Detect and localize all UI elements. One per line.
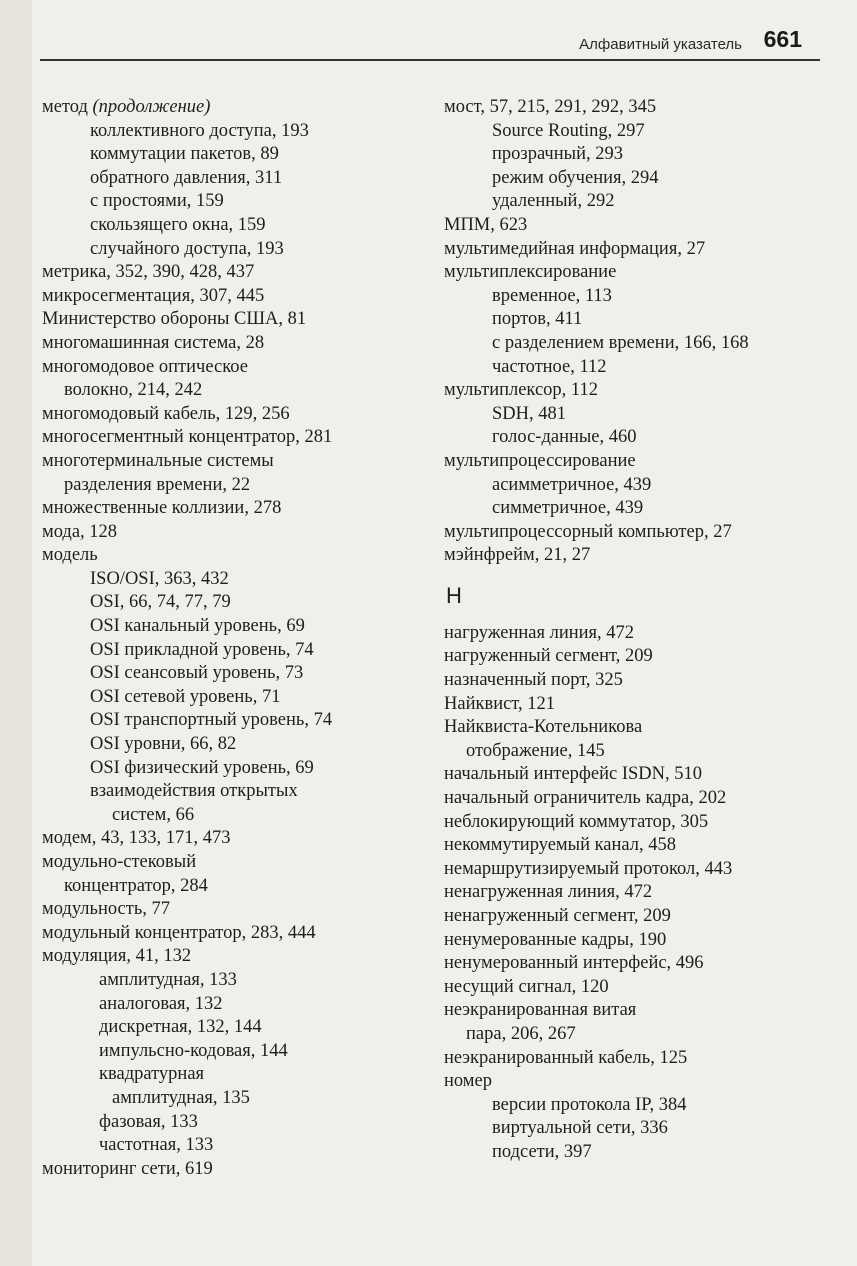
index-subentry xyxy=(42,143,414,167)
index-entry xyxy=(42,945,414,969)
index-term: систем, 66 xyxy=(112,804,195,825)
index-term: OSI уровни, 66, 82 xyxy=(90,734,237,755)
index-term: многомодовое оптическое xyxy=(42,356,248,377)
index-entry xyxy=(444,999,814,1023)
index-entry xyxy=(42,827,414,851)
index-subentry xyxy=(444,497,814,521)
index-term: модульно-стековый xyxy=(42,852,197,872)
index-subentry xyxy=(42,709,414,733)
index-term: неэкранированная витая xyxy=(444,1000,637,1021)
index-entry xyxy=(444,1047,814,1071)
index-subentry xyxy=(42,1016,414,1040)
index-term: ISO/OSI, 363, 432 xyxy=(90,568,229,589)
index-term: скользящего окна, 159 xyxy=(90,214,266,235)
index-subentry xyxy=(444,426,814,450)
index-entry xyxy=(444,976,814,1000)
index-term: симметричное, 439 xyxy=(492,498,644,519)
index-subentry xyxy=(444,1094,814,1118)
index-entry xyxy=(42,285,414,309)
index-entry xyxy=(42,308,414,332)
index-entry-continuation xyxy=(42,804,414,828)
index-entry xyxy=(444,905,814,929)
running-head-title: Алфавитный указатель xyxy=(579,36,742,53)
index-term: пара, 206, 267 xyxy=(466,1023,576,1044)
index-subentry xyxy=(42,120,414,144)
index-subentry xyxy=(42,733,414,757)
index-term: номер xyxy=(444,1071,492,1092)
index-term: волокно, 214, 242 xyxy=(64,380,203,401)
index-term-qualifier: (продолжение) xyxy=(92,97,211,117)
index-term: ненагруженная линия, 472 xyxy=(444,882,653,903)
index-term: коммутации пакетов, 89 xyxy=(90,144,279,165)
index-group-n xyxy=(444,622,814,1165)
index-term: амплитудная, 133 xyxy=(99,969,237,990)
index-term: частотная, 133 xyxy=(99,1135,214,1156)
index-entry xyxy=(42,851,414,875)
index-entry xyxy=(42,426,414,450)
index-term: OSI прикладной уровень, 74 xyxy=(90,639,314,660)
index-term: мода, 128 xyxy=(42,521,118,542)
index-entry xyxy=(444,622,814,646)
index-term: многомодовый кабель, 129, 256 xyxy=(42,403,290,424)
index-entry xyxy=(444,521,814,545)
index-subentry xyxy=(444,120,814,144)
left-margin-bleed xyxy=(0,0,32,1266)
index-term: мультиплексирование xyxy=(444,262,617,283)
index-term: модуляция, 41, 132 xyxy=(42,946,192,967)
index-entry xyxy=(444,881,814,905)
index-term: портов, 411 xyxy=(492,309,583,330)
index-term: OSI канальный уровень, 69 xyxy=(90,616,305,637)
index-term: импульсно-кодовая, 144 xyxy=(99,1040,288,1061)
index-entry xyxy=(42,922,414,946)
index-entry xyxy=(444,693,814,717)
index-term: разделения времени, 22 xyxy=(64,474,251,495)
index-term: коллективного доступа, 193 xyxy=(90,120,309,141)
index-subentry xyxy=(42,757,414,781)
index-term: метод xyxy=(42,97,88,117)
index-term: ненумерованные кадры, 190 xyxy=(444,929,667,950)
index-term: подсети, 397 xyxy=(492,1141,592,1162)
index-term: квадратурная xyxy=(99,1064,205,1085)
index-subentry xyxy=(444,1117,814,1141)
index-term: мэйнфрейм, 21, 27 xyxy=(444,545,591,566)
index-entry xyxy=(42,521,414,545)
index-term: прозрачный, 293 xyxy=(492,144,623,165)
index-subentry xyxy=(42,615,414,639)
index-term: OSI транспортный уровень, 74 xyxy=(90,710,333,731)
index-subentry xyxy=(42,591,414,615)
index-column-left xyxy=(42,96,414,1181)
index-term: асимметричное, 439 xyxy=(492,474,652,495)
index-term: SDH, 481 xyxy=(492,403,567,424)
index-entry xyxy=(444,669,814,693)
index-term: Найквист, 121 xyxy=(444,693,555,714)
index-entry xyxy=(444,379,814,403)
index-subentry xyxy=(42,214,414,238)
index-term: взаимодействия открытых xyxy=(90,781,298,802)
index-term: модульный концентратор, 283, 444 xyxy=(42,922,316,943)
index-subentry xyxy=(42,1040,414,1064)
index-term: начальный интерфейс ISDN, 510 xyxy=(444,764,703,785)
index-term: мультипроцессирование xyxy=(444,450,636,471)
index-term: ненагруженный сегмент, 209 xyxy=(444,906,671,926)
index-term: OSI, 66, 74, 77, 79 xyxy=(90,592,231,613)
index-term: версии протокола IP, 384 xyxy=(492,1094,687,1115)
index-term: с разделением времени, 166, 168 xyxy=(492,332,749,353)
index-term: обратного давления, 311 xyxy=(90,167,283,188)
index-term: несущий сигнал, 120 xyxy=(444,976,609,997)
index-term: неблокирующий коммутатор, 305 xyxy=(444,811,709,832)
index-term: отображение, 145 xyxy=(466,740,605,761)
index-subentry xyxy=(42,190,414,214)
index-entry-continuation xyxy=(42,474,414,498)
index-term: OSI сеансовый уровень, 73 xyxy=(90,663,304,684)
index-entry-continuation xyxy=(42,379,414,403)
index-entry xyxy=(444,716,814,740)
index-subentry xyxy=(444,167,814,191)
index-entry xyxy=(444,834,814,858)
section-letter-heading: Н xyxy=(446,582,462,608)
index-term: немаршрутизируемый протокол, 443 xyxy=(444,858,733,879)
index-subentry xyxy=(444,285,814,309)
index-entry xyxy=(42,544,414,568)
index-subentry xyxy=(42,662,414,686)
index-term: неэкранированный кабель, 125 xyxy=(444,1047,688,1068)
index-term: временное, 113 xyxy=(492,285,612,306)
index-term: амплитудная, 135 xyxy=(112,1087,250,1108)
index-term: модель xyxy=(42,545,98,566)
index-entry xyxy=(444,811,814,835)
index-entry xyxy=(42,1158,414,1182)
index-term: удаленный, 292 xyxy=(492,191,615,212)
index-entry xyxy=(444,544,814,568)
index-subentry xyxy=(42,1063,414,1087)
index-term: модульность, 77 xyxy=(42,899,171,920)
page-header xyxy=(40,26,820,74)
index-term: Найквиста-Котельникова xyxy=(444,717,643,738)
index-term: назначенный порт, 325 xyxy=(444,670,623,691)
index-term: некоммутируемый канал, 458 xyxy=(444,835,677,856)
index-term: мониторинг сети, 619 xyxy=(42,1158,213,1179)
index-term: OSI сетевой уровень, 71 xyxy=(90,686,281,707)
index-term: метрика, 352, 390, 428, 437 xyxy=(42,262,255,283)
index-term: Source Routing, 297 xyxy=(492,120,645,141)
index-subentry xyxy=(42,969,414,993)
index-subentry xyxy=(42,1134,414,1158)
index-term: ненумерованный интерфейс, 496 xyxy=(444,953,704,974)
index-entry xyxy=(444,645,814,669)
header-rule xyxy=(40,59,820,61)
index-term: Министерство обороны США, 81 xyxy=(42,309,307,330)
index-term: многосегментный концентратор, 281 xyxy=(42,427,333,448)
index-term: микросегментация, 307, 445 xyxy=(42,285,265,306)
index-entry xyxy=(444,96,814,120)
index-entry xyxy=(42,497,414,521)
index-term: виртуальной сети, 336 xyxy=(492,1118,668,1139)
index-term: многотерминальные системы xyxy=(42,450,274,471)
index-entry xyxy=(444,238,814,262)
index-entry xyxy=(42,261,414,285)
index-term: аналоговая, 132 xyxy=(99,993,223,1014)
page-number: 661 xyxy=(763,26,802,52)
index-entry xyxy=(42,332,414,356)
index-term: концентратор, 284 xyxy=(64,875,208,896)
index-entry xyxy=(444,787,814,811)
index-term: OSI физический уровень, 69 xyxy=(90,757,314,778)
index-entry xyxy=(444,214,814,238)
index-term: МПМ, 623 xyxy=(444,214,528,235)
index-entry-continuation xyxy=(444,1023,814,1047)
index-term: режим обучения, 294 xyxy=(492,167,659,188)
index-subentry xyxy=(444,474,814,498)
index-subentry xyxy=(42,780,414,804)
index-entry xyxy=(42,450,414,474)
index-term: с простоями, 159 xyxy=(90,191,224,212)
index-term: нагруженный сегмент, 209 xyxy=(444,646,653,667)
index-entry xyxy=(444,261,814,285)
index-entry-continuation xyxy=(42,1087,414,1111)
index-term: мультимедийная информация, 27 xyxy=(444,238,706,259)
index-term: начальный ограничитель кадра, 202 xyxy=(444,788,727,809)
index-entry xyxy=(42,898,414,922)
index-subentry xyxy=(444,308,814,332)
index-term: мультипроцессорный компьютер, 27 xyxy=(444,521,732,542)
index-entry-continuation xyxy=(42,875,414,899)
index-term: мультиплексор, 112 xyxy=(444,380,598,401)
index-entry xyxy=(444,929,814,953)
index-term: фазовая, 133 xyxy=(99,1111,198,1132)
index-term: мост, 57, 215, 291, 292, 345 xyxy=(444,97,657,117)
index-term: модем, 43, 133, 171, 473 xyxy=(42,828,231,849)
index-subentry xyxy=(42,1111,414,1135)
index-subentry xyxy=(42,167,414,191)
index-column-right xyxy=(444,96,814,1165)
index-term: нагруженная линия, 472 xyxy=(444,622,635,643)
index-subentry xyxy=(42,686,414,710)
index-subentry xyxy=(42,568,414,592)
index-subentry xyxy=(444,403,814,427)
index-entry xyxy=(42,96,414,120)
index-subentry xyxy=(42,993,414,1017)
index-entry xyxy=(42,356,414,380)
index-subentry xyxy=(42,639,414,663)
index-term: множественные коллизии, 278 xyxy=(42,498,282,519)
index-term: многомашинная система, 28 xyxy=(42,332,265,353)
index-term: случайного доступа, 193 xyxy=(90,238,284,259)
index-entry xyxy=(444,1070,814,1094)
index-subentry xyxy=(444,190,814,214)
index-entry xyxy=(42,403,414,427)
index-entry xyxy=(444,858,814,882)
index-subentry xyxy=(42,238,414,262)
index-entry xyxy=(444,450,814,474)
index-subentry xyxy=(444,332,814,356)
index-term: частотное, 112 xyxy=(492,356,607,377)
index-entry-continuation xyxy=(444,740,814,764)
index-entry xyxy=(444,763,814,787)
index-subentry xyxy=(444,1141,814,1165)
index-subentry xyxy=(444,356,814,380)
index-term: голос-данные, 460 xyxy=(492,427,637,448)
index-group-m-continued xyxy=(444,96,814,568)
index-entry xyxy=(444,952,814,976)
index-term: дискретная, 132, 144 xyxy=(99,1017,262,1038)
index-subentry xyxy=(444,143,814,167)
